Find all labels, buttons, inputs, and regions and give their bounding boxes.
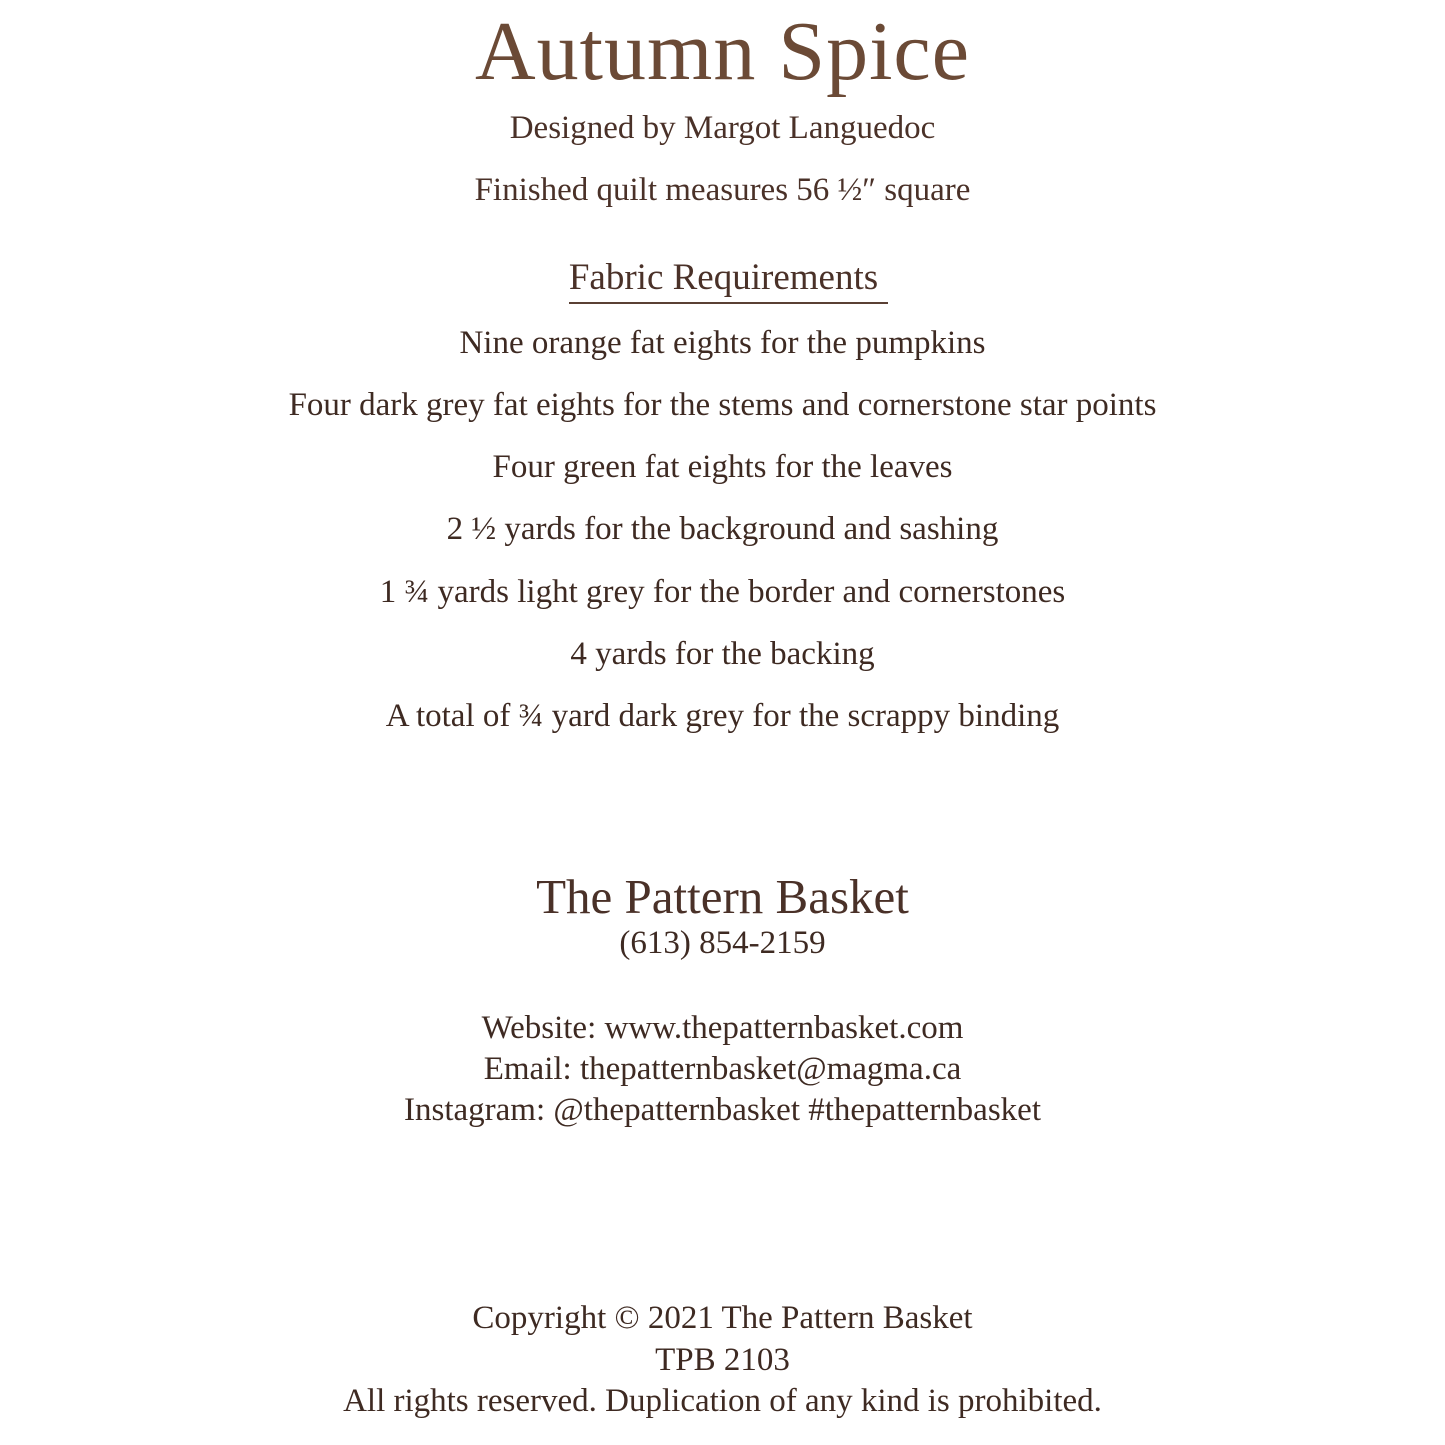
fabric-requirements-heading	[0, 259, 1445, 304]
copyright-notice: Copyright © 2021 The Pattern Basket	[472, 1300, 973, 1336]
fabric-item: Four green fat eights for the leaves	[492, 449, 953, 485]
pattern-code: TPB 2103	[655, 1342, 790, 1378]
fabric-item: Nine orange fat eights for the pumpkins	[459, 325, 986, 361]
company-instagram: Instagram: @thepatternbasket #thepatternbasket	[404, 1092, 1041, 1128]
fabric-item: 2 ½ yards for the background and sashing	[446, 511, 999, 547]
rights-notice: All rights reserved. Duplication of any kind is prohibited.	[343, 1383, 1102, 1419]
company-phone: (613) 854-2159	[619, 925, 826, 961]
fabric-item: Four dark grey fat eights for the stems and cornerstone star points	[288, 387, 1157, 423]
company-name: The Pattern Basket	[536, 869, 909, 924]
company-website: Website: www.thepatternbasket.com	[481, 1010, 964, 1046]
fabric-item: A total of ¾ yard dark grey for the scrappy binding	[385, 698, 1060, 734]
fabric-item: 4 yards for the backing	[570, 636, 875, 672]
fabric-item: 1 ¾ yards light grey for the border and cornerstones	[379, 574, 1066, 610]
fabric-requirements-heading-text: Fabric Requirements	[569, 259, 888, 304]
finished-size: Finished quilt measures 56 ½″ square	[474, 172, 971, 208]
designer-credit: Designed by Margot Languedoc	[509, 110, 936, 146]
pattern-title: Autumn Spice	[475, 5, 970, 98]
company-email: Email: thepatternbasket@magma.ca	[483, 1051, 962, 1087]
